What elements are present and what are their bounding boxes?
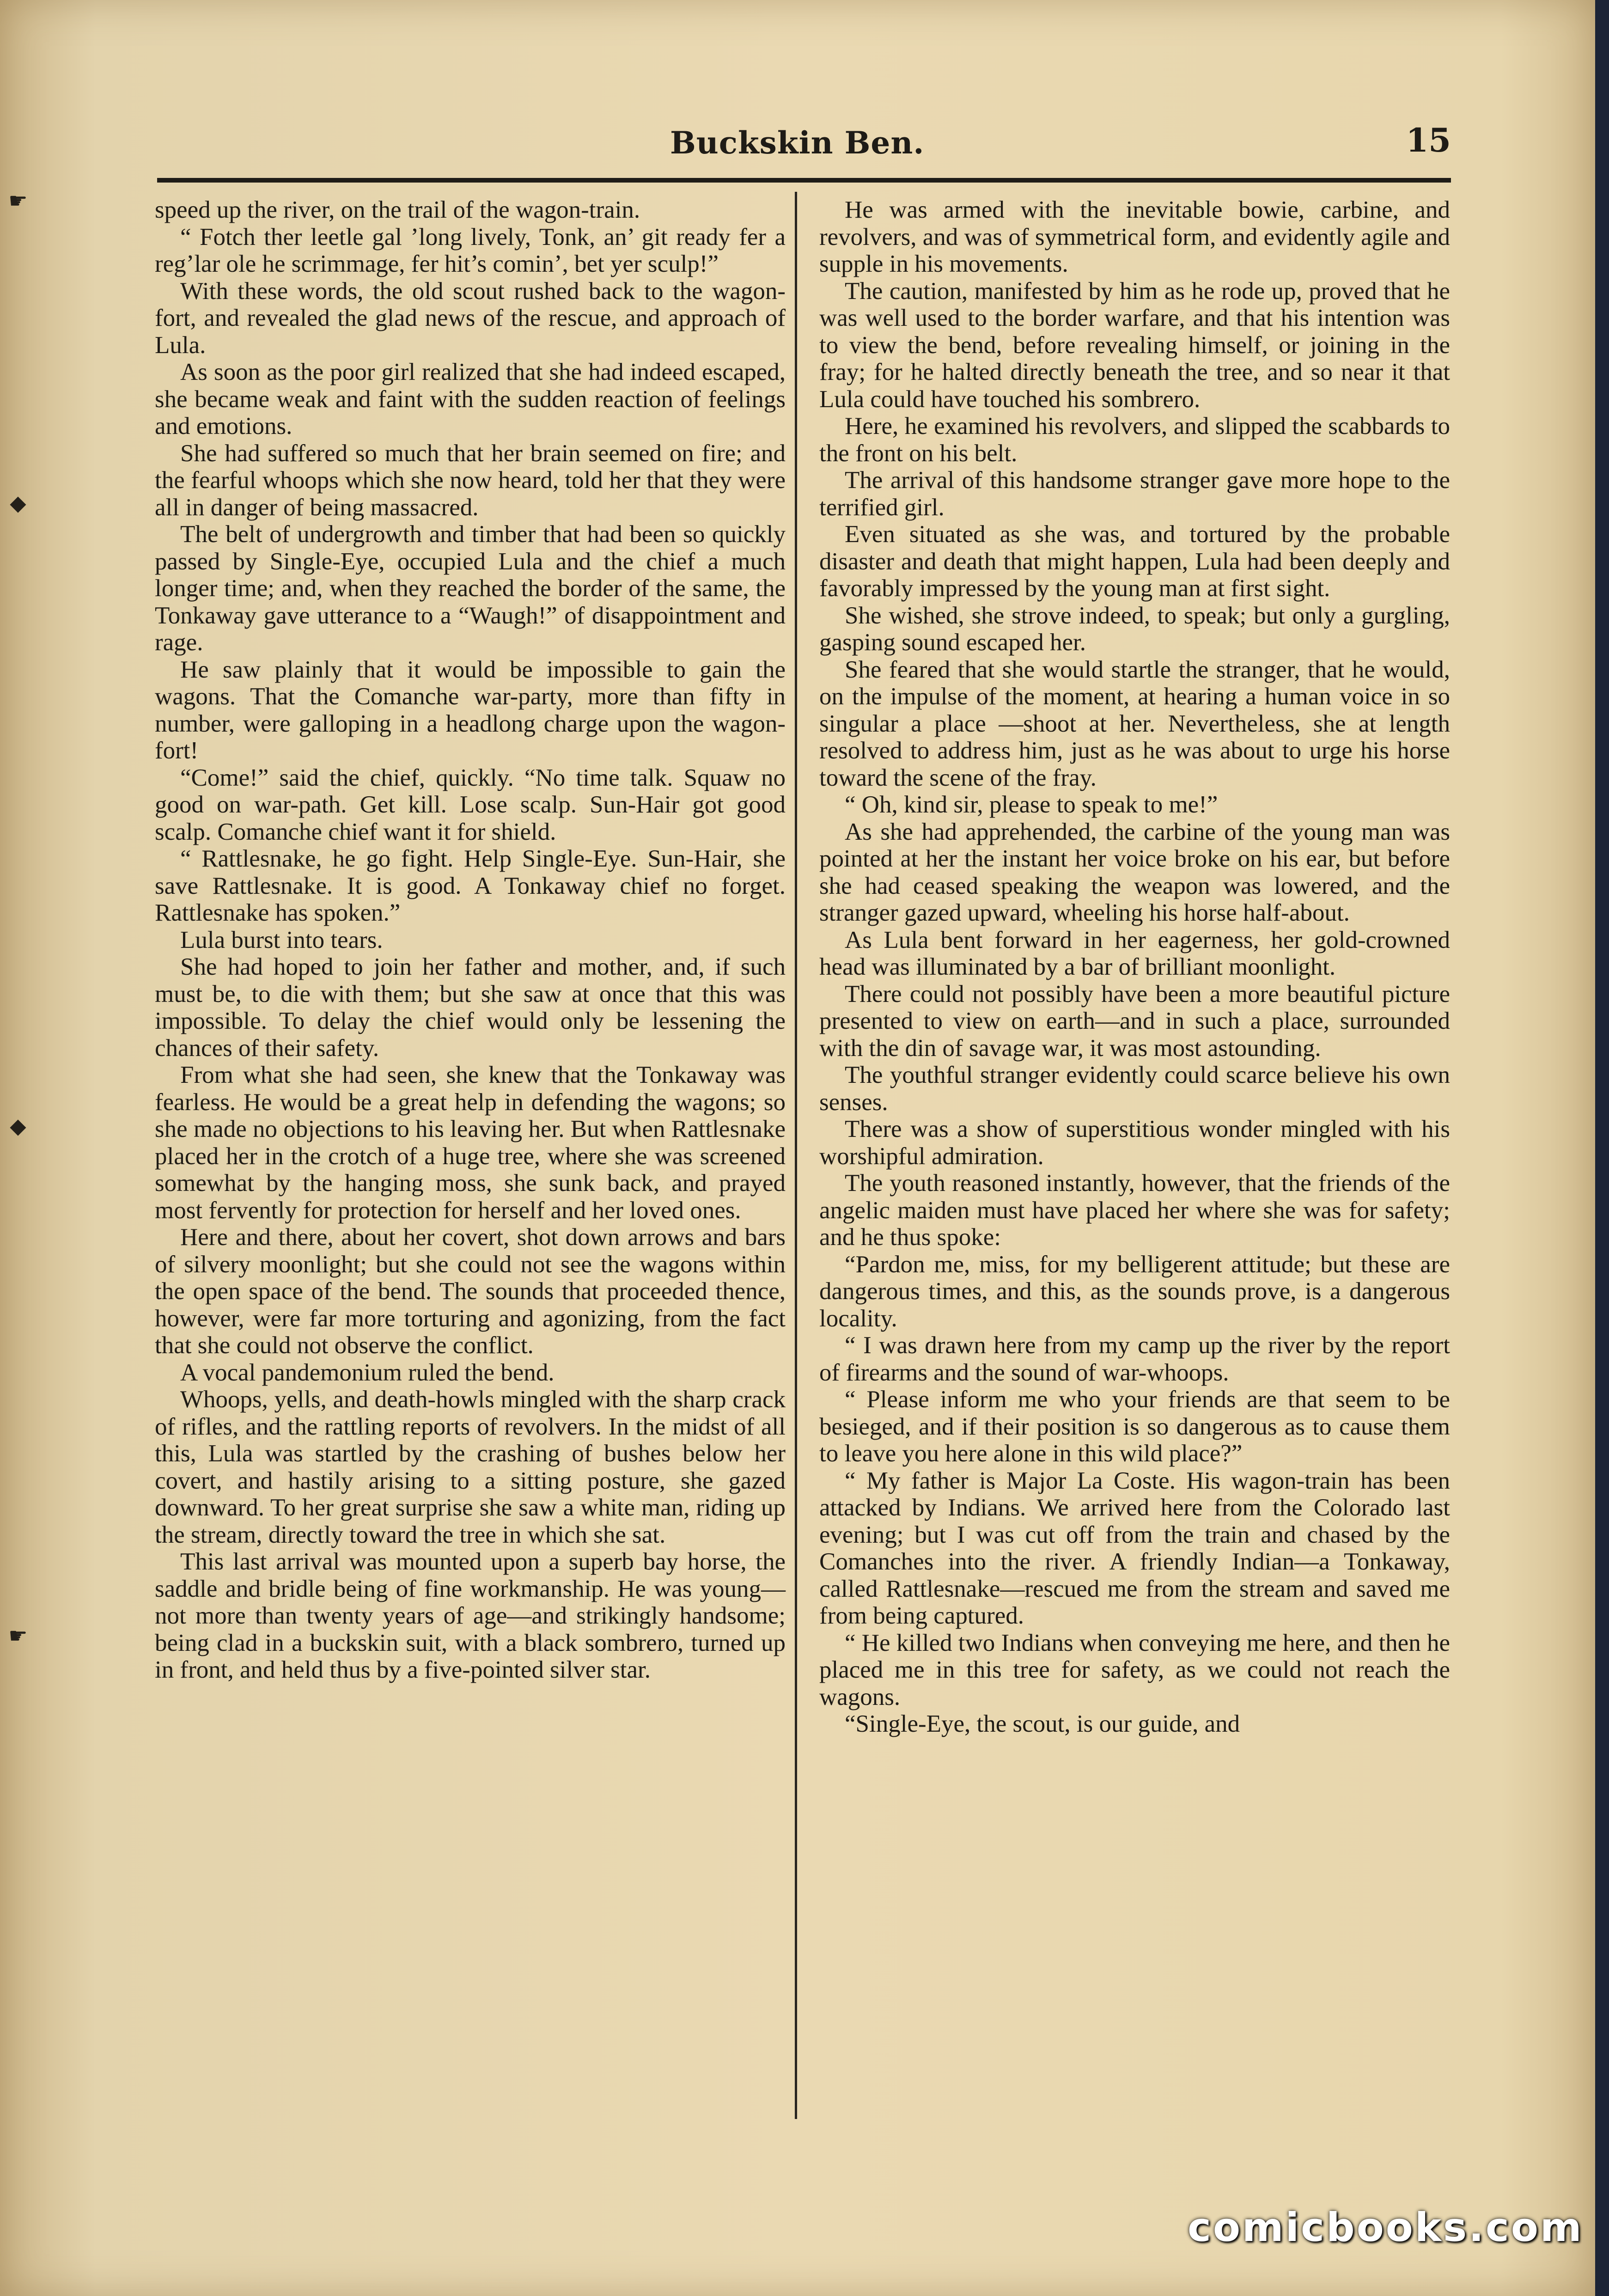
left-column: [155, 196, 786, 1684]
paragraph: Here and there, about her covert, shot down arrows and bars of silvery moonlight; but she could not see the wagons within the open space of the bend. The sounds that proceeded thence, however, were far more torturing and agonizing, from the fact that she could not observe the conflict.: [155, 1224, 786, 1359]
paragraph: The belt of undergrowth and timber that had been so quickly passed by Single-Eye, occupied Lula and the chief a much longer time; and, when they reached the border of the same, the Tonkaway gave utterance to a “Waugh!” of disappointment and rage.: [155, 521, 786, 656]
paragraph: As she had apprehended, the carbine of the young man was pointed at her the instant her voice broke on his ear, but before she had ceased speaking the weapon was lowered, and the stranger gazed upward, wheeling his horse half-about.: [819, 818, 1450, 926]
paragraph: “Come!” said the chief, quickly. “No time talk. Squaw no good on war-path. Get kill. Lose scalp. Sun-Hair got good scalp. Comanche chief want it for shield.: [155, 764, 786, 845]
page-header: [152, 121, 1451, 172]
paragraph: “ My father is Major La Coste. His wagon-train has been attacked by Indians. We arrived here from the Colorado last evening; but I was cut off from the train and chased by the Comanches into the river. A friendly Indian—a Tonkaway, called Rattlesnake—rescued me from the stream and saved me from being captured.: [819, 1467, 1450, 1629]
paragraph: As soon as the poor girl realized that she had indeed escaped, she became weak and faint with the sudden reaction of feelings and emotions.: [155, 359, 786, 440]
paragraph: The youth reasoned instantly, however, that the friends of the angelic maiden must have placed her where she was for safety; and he thus spoke:: [819, 1170, 1450, 1251]
right-column: [819, 196, 1450, 1738]
margin-mark: ☛: [8, 1623, 28, 1648]
paragraph: She had suffered so much that her brain seemed on fire; and the fearful whoops which she now heard, told her that they were all in danger of being massacred.: [155, 440, 786, 521]
paragraph: There could not possibly have been a more beautiful picture presented to view on earth—and in such a place, surrounded with the din of savage war, it was most astounding.: [819, 980, 1450, 1062]
margin-mark: ◆: [10, 490, 26, 515]
paragraph: “ Fotch ther leetle gal ’long lively, Tonk, an’ git ready fer a reg’lar ole he scrimmage, fer hit’s comin’, bet yer sculp!”: [155, 223, 786, 277]
paragraph: There was a show of superstitious wonder mingled with his worshipful admiration.: [819, 1116, 1450, 1170]
column-divider: [795, 192, 797, 2119]
paragraph: “ I was drawn here from my camp up the river by the report of firearms and the sound of war-whoops.: [819, 1332, 1450, 1386]
paragraph: The arrival of this handsome stranger gave more hope to the terrified girl.: [819, 467, 1450, 521]
paragraph: Whoops, yells, and death-howls mingled with the sharp crack of rifles, and the rattling reports of revolvers. In the midst of all this, Lula was startled by the crashing of bushes below her covert, and hastily arising to a sitting posture, she gazed downward. To her great surprise she saw a white man, riding up the stream, directly toward the tree in which she sat.: [155, 1386, 786, 1548]
paragraph: As Lula bent forward in her eagerness, her gold-crowned head was illuminated by a bar of brilliant moonlight.: [819, 926, 1450, 980]
header-rule: [157, 178, 1451, 183]
margin-mark: ◆: [10, 1113, 26, 1138]
paragraph: The caution, manifested by him as he rode up, proved that he was well used to the border warfare, and that his intention was to view the bend, before revealing himself, or joining in the fray; for he halted directly beneath the tree, and so near it that Lula could have touched his sombrero.: [819, 277, 1450, 413]
paragraph: From what she had seen, she knew that the Tonkaway was fearless. He would be a great help in defending the wagons; so she made no objections to his leaving her. But when Rattlesnake placed her in the crotch of a huge tree, where she was screened somewhat by the hanging moss, she sunk back, and prayed most fervently for protection for herself and her loved ones.: [155, 1062, 786, 1224]
paragraph: “ Rattlesnake, he go fight. Help Single-Eye. Sun-Hair, she save Rattlesnake. It is good. A Tonkaway chief no forget. Rattlesnake has spoken.”: [155, 845, 786, 926]
paragraph: “ Oh, kind sir, please to speak to me!”: [845, 791, 1218, 818]
paragraph: She feared that she would startle the stranger, that he would, on the impulse of the moment, at hearing a human voice in so singular a place —shoot at her. Nevertheless, she at length resolved to address him, just as he was about to urge his horse toward the scene of the fray.: [819, 656, 1450, 791]
margin-mark: ☛: [8, 188, 28, 213]
paragraph: He was armed with the inevitable bowie, carbine, and revolvers, and was of symmetrical form, and evidently agile and supple in his movements.: [819, 196, 1450, 277]
watermark: comicbooks.com: [1188, 2204, 1584, 2251]
paragraph: speed up the river, on the trail of the wagon-train.: [155, 196, 640, 223]
paragraph: The youthful stranger evidently could scarce believe his own senses.: [819, 1062, 1450, 1116]
paragraph: He saw plainly that it would be impossible to gain the wagons. That the Comanche war-party, more than fifty in number, were galloping in a headlong charge upon the wagon-fort!: [155, 656, 786, 764]
paragraph: “ He killed two Indians when conveying me here, and then he placed me in this tree for safety, as we could not reach the wagons.: [819, 1629, 1450, 1710]
paragraph: “Pardon me, miss, for my belligerent attitude; but these are dangerous times, and this, as the sounds prove, is a dangerous locality.: [819, 1251, 1450, 1332]
page-edge: [1595, 0, 1609, 2296]
paragraph: She wished, she strove indeed, to speak; but only a gurgling, gasping sound escaped her.: [819, 602, 1450, 656]
paragraph: “Single-Eye, the scout, is our guide, and: [845, 1710, 1240, 1737]
page-number: 15: [1406, 121, 1451, 159]
paragraph: This last arrival was mounted upon a superb bay horse, the saddle and bridle being of fine workmanship. He was young—not more than twenty years of age—and strikingly handsome; being clad in a buckskin suit, with a black sombrero, turned up in front, and held thus by a five-pointed silver star.: [155, 1548, 786, 1683]
running-title: Buckskin Ben.: [670, 125, 925, 161]
paragraph: She had hoped to join her father and mother, and, if such must be, to die with them; but she saw at once that this was impossible. To delay the chief would only be lessening the chances of their safety.: [155, 953, 786, 1062]
paragraph: With these words, the old scout rushed back to the wagon-fort, and revealed the glad news of the rescue, and approach of Lula.: [155, 277, 786, 359]
paragraph: “ Please inform me who your friends are that seem to be besieged, and if their position is so dangerous as to cause them to leave you here alone in this wild place?”: [819, 1386, 1450, 1467]
paragraph: A vocal pandemonium ruled the bend.: [180, 1359, 555, 1386]
paragraph: Lula burst into tears.: [180, 926, 383, 953]
paragraph: Here, he examined his revolvers, and slipped the scabbards to the front on his belt.: [819, 413, 1450, 467]
paragraph: Even situated as she was, and tortured by the probable disaster and death that might happen, Lula had been deeply and favorably impressed by the young man at first sight.: [819, 521, 1450, 602]
